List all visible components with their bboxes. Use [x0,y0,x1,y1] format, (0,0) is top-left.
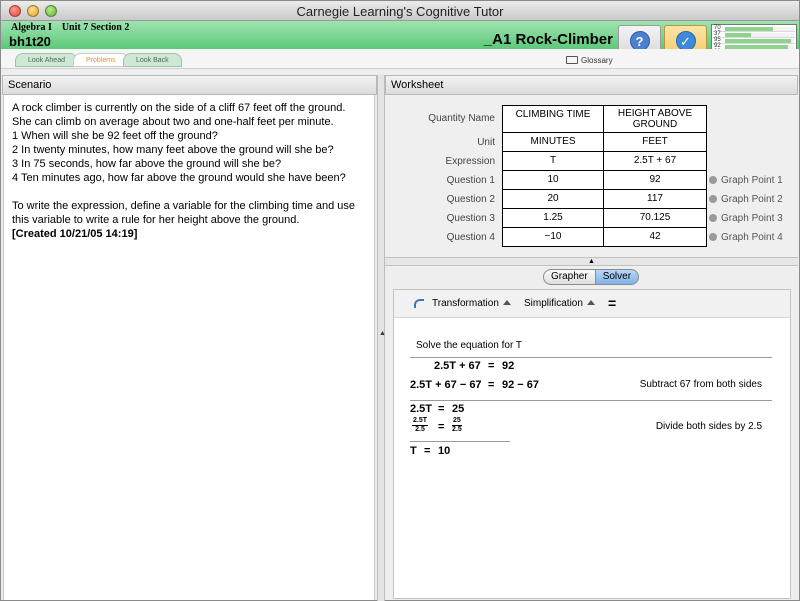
col2-question-1[interactable]: 92 [603,170,707,190]
row-label-question-4: Question 4 [446,232,495,243]
skill-value: 70 [714,25,721,31]
col2-question-2[interactable]: 117 [603,189,707,209]
divider [410,357,772,358]
scenario-text-panel[interactable] [3,95,375,600]
step4-left-fraction [412,417,428,434]
divider [410,400,772,401]
vertical-splitter[interactable] [377,75,385,601]
equals-button[interactable]: = [608,295,617,311]
col2-question-4[interactable]: 42 [603,227,707,247]
student-id: bh1t20 [9,34,51,49]
scenario-question-4: 4 Ten minutes ago, how far above the ground would she have been? [12,172,346,184]
solver-toolbar [394,290,790,318]
step4-left-denominator: 2.5 [415,426,425,433]
scenario-question-3: 3 In 75 seconds, how far above the ground will she be? [12,158,282,170]
step1-right: 92 [502,360,515,372]
scenario-question-2: 2 In twenty minutes, how many feet above the ground will she be? [12,144,334,156]
tab-grapher[interactable]: Grapher [543,269,596,285]
simplification-label: Simplification [524,298,583,309]
scenario-question-1: 1 When will she be 92 feet off the ground? [12,130,218,142]
step3-right: 25 [452,403,465,415]
row-label-question-3: Question 3 [446,213,495,224]
created-date: [Created 10/21/05 14:19] [12,228,138,240]
skill-value: 37 [714,31,721,37]
step4-right-numerator: 25 [453,417,461,424]
tab-solver[interactable]: Solver [596,269,639,285]
graph-point-dot-icon [709,214,717,222]
step2-right: 92 − 67 [502,379,540,391]
col1-question-2[interactable]: 20 [502,189,604,209]
skill-fill [725,27,773,31]
col2-quantity-name[interactable]: HEIGHT ABOVE GROUND [603,105,707,133]
checkmark-icon: ✓ [676,31,696,51]
divider [410,441,510,442]
col2-unit[interactable]: FEET [603,132,707,152]
step2-note: Subtract 67 from both sides [639,379,762,390]
title-bar [1,1,799,21]
step5-equals: = [424,445,431,457]
col1-question-3[interactable]: 1.25 [502,208,604,228]
graph-point-1-label: Graph Point 1 [721,175,783,186]
skill-track [725,39,794,43]
col1-quantity-name[interactable]: CLIMBING TIME [502,105,604,133]
row-label-expression: Expression [445,156,495,167]
step4-note: Divide both sides by 2.5 [655,421,762,432]
row-label-quantity-name: Quantity Name [428,113,495,124]
scenario-intro: A rock climber is currently on the side of a cliff 67 feet off the ground. She can climb on average about two and one-half feet per minute. [12,102,346,128]
graph-point-3-label: Graph Point 3 [721,213,783,224]
tab-problems[interactable]: Problems [73,53,129,67]
skill-track [725,33,794,37]
step1-equals: = [488,360,495,372]
skill-fill [725,39,791,43]
step1-left: 2.5T + 67 [434,360,481,372]
graph-point-dot-icon [709,195,717,203]
solver-panel [393,289,791,599]
undo-icon[interactable] [414,299,424,308]
skill-track [725,27,794,31]
glossary-button[interactable] [566,56,613,65]
skill-value: 95 [714,37,721,43]
menu-arrow-icon [503,300,511,305]
tool-tab-switch [543,269,639,285]
col1-unit[interactable]: MINUTES [502,132,604,152]
book-icon [566,56,578,64]
tab-look-back[interactable]: Look Back [123,53,182,67]
col2-expression[interactable]: 2.5T + 67 [603,151,707,171]
step4-left-numerator: 2.5T [413,417,428,424]
skill-fill [725,33,751,37]
col1-question-1[interactable]: 10 [502,170,604,190]
step4-equals: = [438,421,445,433]
graph-point-2-button[interactable] [709,194,783,205]
transformation-label: Transformation [432,298,499,309]
worksheet-table [385,95,798,257]
problem-title: _A1 Rock-Climber [483,31,613,48]
step5-left: T [410,445,417,457]
graph-point-dot-icon [709,176,717,184]
graph-point-2-label: Graph Point 2 [721,194,783,205]
row-label-unit: Unit [477,137,495,148]
col1-question-4[interactable]: −10 [502,227,604,247]
collapse-up-arrow-icon[interactable]: ▲ [588,258,595,265]
col1-expression[interactable]: T [502,151,604,171]
tab-look-ahead[interactable]: Look Ahead [15,53,78,67]
scenario-header: Scenario [2,75,377,95]
graph-point-4-label: Graph Point 4 [721,232,783,243]
step2-equals: = [488,379,495,391]
graph-point-4-button[interactable] [709,232,783,243]
col2-question-3[interactable]: 70.125 [603,208,707,228]
worksheet-header: Worksheet [385,75,798,95]
step4-right-fraction [452,417,462,434]
section-tab-strip [1,49,799,69]
menu-arrow-icon [587,300,595,305]
step2-left: 2.5T + 67 − 67 [410,379,482,391]
collapse-arrow-icon[interactable]: ▲ [379,330,386,337]
solver-instruction: Solve the equation for T [416,340,522,351]
simplification-menu[interactable] [524,298,595,309]
question-icon: ? [630,31,650,51]
window-title: Carnegie Learning's Cognitive Tutor [296,4,504,19]
course-unit-label: Algebra I Unit 7 Section 2 [11,22,130,33]
horizontal-splitter[interactable] [385,257,798,266]
glossary-label: Glossary [581,56,613,65]
step3-left: 2.5T [410,403,433,415]
row-label-question-2: Question 2 [446,194,495,205]
row-label-question-1: Question 1 [446,175,495,186]
step4-right-denominator: 2.5 [452,426,462,433]
graph-point-dot-icon [709,233,717,241]
step5-right: 10 [438,445,451,457]
step3-equals: = [438,403,445,415]
graph-point-3-button[interactable] [709,213,783,224]
skill-value: 92 [714,43,721,49]
transformation-menu[interactable] [432,298,511,309]
scenario-instructions: To write the expression, define a variable for the climbing time and use this variable to write a rule for her height above the ground. [12,200,356,226]
graph-point-1-button[interactable] [709,175,783,186]
